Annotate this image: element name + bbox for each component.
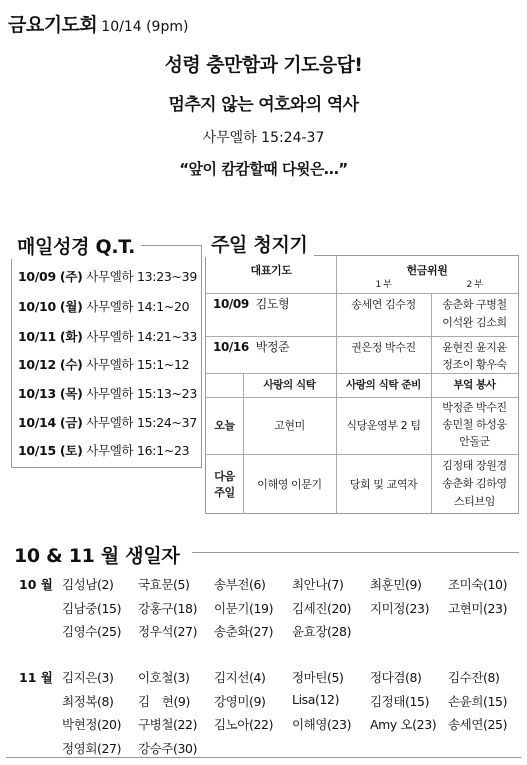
birthday-entry: 김지선(4)	[214, 670, 266, 685]
birthday-entry: 강홍구(18)	[138, 600, 198, 616]
birthday-entry: 박현정(20)	[62, 717, 122, 732]
worship-row-part1: 권은정 박수진	[351, 341, 416, 354]
col-head-offering: 헌금위원	[406, 264, 448, 277]
divider	[206, 336, 518, 337]
col-head-prep: 사랑의 식탁 준비	[346, 379, 421, 391]
birthday-entry: 고현미(23)	[448, 600, 508, 616]
divider	[6, 757, 521, 758]
birthday-entry: 김정태(15)	[370, 693, 430, 709]
birthday-entry: 송부전(6)	[214, 577, 266, 592]
col-head-kitchen: 사랑의 식탁	[263, 379, 316, 391]
sermon-line2: 멈추지 않는 여호와의 역사	[168, 95, 359, 115]
birthday-entry: 손윤희(15)	[448, 693, 508, 709]
birthday-month-nov: 11 월	[19, 670, 53, 685]
sermon-scripture: 사무엘하 15:24-37	[202, 130, 325, 146]
worship-row-part2: 이석완 김소희	[442, 316, 507, 329]
qt-row: 10/15 (토) 사무엘하 16:1~23	[18, 443, 190, 458]
today-help: 안돌군	[459, 435, 490, 448]
worship-row-date: 10/16 박정준	[213, 340, 290, 354]
worship-row-date: 10/09 김도형	[213, 297, 290, 311]
qt-row: 10/10 (월) 사무엘하 14:1~20	[18, 299, 190, 314]
next-help: 송춘화 김하영	[442, 477, 507, 490]
birthday-entry: 구병철(22)	[138, 717, 198, 732]
today-label: 오늘	[214, 419, 235, 432]
col-head-prayer: 대표기도	[250, 264, 292, 277]
worship-title: 주일 청지기	[205, 230, 314, 257]
page-datetime: 10/14 (9pm)	[101, 19, 189, 35]
col-head-kitchen-help: 부엌 봉사	[453, 379, 496, 391]
qt-title: 매일성경 Q.T.	[11, 232, 141, 259]
birthday-entry: 국효문(5)	[138, 577, 190, 592]
divider	[192, 552, 519, 553]
birthday-entry: 김세진(20)	[292, 600, 352, 616]
worship-row-part2: 송춘화 구병철	[442, 298, 507, 311]
divider	[206, 454, 518, 455]
birthday-entry: 김지은(3)	[62, 670, 114, 685]
birthday-entry: 송춘화(27)	[214, 624, 274, 639]
birthday-entry: 이해영(23)	[292, 717, 352, 732]
birthday-entry: 윤효장(28)	[292, 624, 352, 639]
qt-row: 10/12 (수) 사무엘하 15:1~12	[18, 357, 190, 372]
worship-row-part2: 정조이 황우숙	[442, 358, 507, 371]
sermon-line1: 성령 충만함과 기도응답!	[164, 54, 363, 76]
worship-row-part1: 송세연 김수정	[351, 298, 416, 311]
birthday-entry: 정다겸(8)	[370, 670, 422, 685]
birthday-entry: 김노아(22)	[214, 717, 274, 732]
birthday-month-oct: 10 월	[19, 577, 53, 592]
qt-row: 10/11 (화) 사무엘하 14:21~33	[18, 329, 197, 344]
birthday-entry: 강승주(30)	[138, 740, 198, 756]
divider	[206, 397, 518, 398]
birthday-entry: 김남중(15)	[62, 600, 122, 616]
col-head-part1: 1 부	[375, 280, 392, 290]
next-prep: 당회 및 교역자	[349, 478, 418, 491]
birthday-entry: 최안나(7)	[292, 577, 344, 592]
birthday-entry: 조미숙(10)	[448, 577, 508, 592]
birthday-entry: 최정복(8)	[62, 693, 114, 709]
birthday-entry: 정우석(27)	[138, 624, 198, 639]
qt-box	[11, 245, 202, 468]
birthday-entry: 이호철(3)	[138, 670, 190, 685]
birthday-entry: 김성남(2)	[62, 577, 114, 592]
birthday-entry: 최훈민(9)	[370, 577, 422, 592]
birthday-entry: 정영회(27)	[62, 740, 122, 756]
birthday-entry: 정마틴(5)	[292, 670, 344, 685]
page-header	[8, 10, 188, 37]
birthday-entry: Lisa(12)	[292, 691, 340, 707]
birthday-entry: 지미정(23)	[370, 600, 430, 616]
next-label: 다음	[214, 470, 235, 483]
next-help: 스티브임	[454, 495, 495, 508]
today-kitchen: 고현미	[274, 419, 305, 432]
col-head-part2: 2 부	[466, 280, 483, 290]
birthday-entry: 김영수(25)	[62, 624, 122, 639]
qt-row: 10/09 (주) 사무엘하 13:23~39	[18, 269, 197, 284]
worship-row-part2: 윤현진 윤지윤	[442, 341, 507, 354]
next-kitchen: 이해영 이문기	[257, 478, 322, 491]
today-prep: 식당운영부 2 팀	[346, 419, 421, 432]
divider	[206, 373, 518, 374]
birthday-title: 10 & 11 월 생일자	[14, 545, 180, 567]
page-title: 금요기도회	[8, 14, 98, 36]
today-help: 박정준 박수진	[442, 401, 507, 414]
next-help: 김정태 장원경	[442, 459, 507, 472]
today-help: 송민철 하성웅	[442, 418, 507, 431]
sermon-quote: “앞이 캄캄할때 다윗은…”	[179, 160, 348, 178]
birthday-entry: 김 현(9)	[138, 693, 190, 709]
worship-table	[205, 255, 519, 514]
birthday-entry: 김수잔(8)	[448, 670, 500, 685]
qt-row: 10/14 (금) 사무엘하 15:24~37	[18, 415, 197, 430]
birthday-entry: 송세연(25)	[448, 717, 508, 732]
birthday-entry: Amy 오(23)	[370, 717, 437, 732]
qt-row: 10/13 (목) 사무엘하 15:13~23	[18, 386, 197, 401]
birthday-entry: 강영미(9)	[214, 693, 266, 709]
birthday-entry: 이문기(19)	[214, 600, 274, 616]
next-label: 주일	[214, 486, 235, 499]
